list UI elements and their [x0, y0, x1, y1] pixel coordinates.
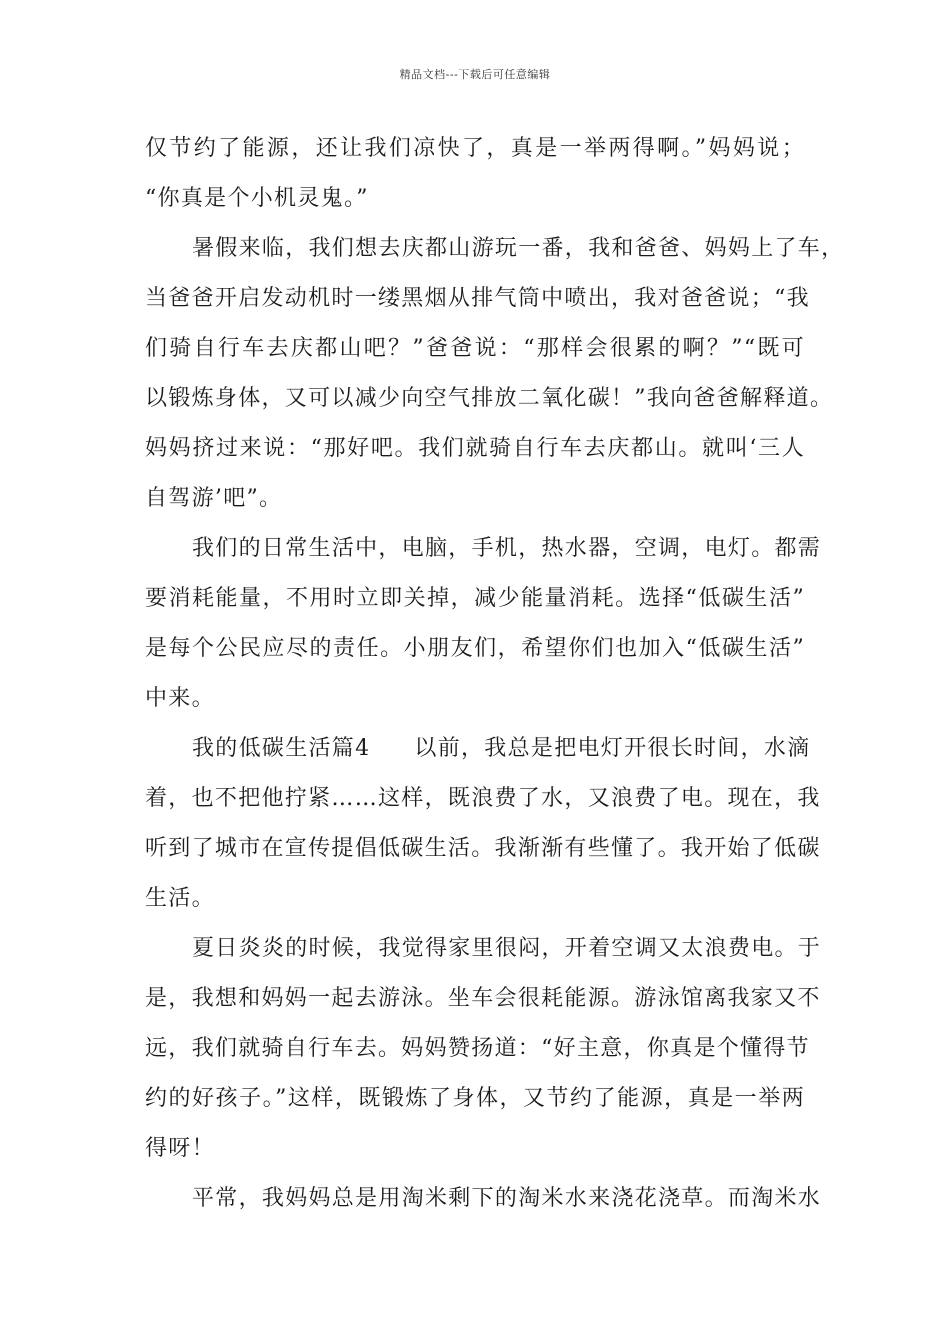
text-line: 得呀！: [145, 1136, 215, 1161]
text-line: 仅节约了能源，还让我们凉快了，真是一举两得啊。”妈妈说；: [145, 136, 805, 161]
section-lead-text: 以前，我总是把电灯开很长时间，水滴: [414, 736, 811, 761]
text-line: 听到了城市在宣传提倡低碳生活。我渐渐有些懂了。我开始了低碳: [145, 836, 821, 861]
text-line: “你真是个小机灵鬼。”: [145, 186, 369, 211]
text-line: 自驾游’吧”。: [145, 486, 283, 511]
text-line: 当爸爸开启发动机时一缕黑烟从排气筒中喷出，我对爸爸说；“我: [145, 286, 810, 311]
text-line: 我们的日常生活中，电脑，手机，热水器，空调，电灯。都需: [192, 536, 822, 561]
text-line: 约的好孩子。”这样，既锻炼了身体，又节约了能源，真是一举两: [145, 1086, 805, 1111]
text-line: 要消耗能量，不用时立即关掉，减少能量消耗。选择“低碳生活”: [145, 586, 805, 611]
section-heading: 我的低碳生活篇4: [192, 736, 371, 761]
text-line: 是，我想和妈妈一起去游泳。坐车会很耗能源。游泳馆离我家又不: [145, 986, 821, 1011]
text-line: 生活。: [145, 886, 215, 911]
text-line: 们骑自行车去庆都山吧？”爸爸说：“那样会很累的啊？”“既可: [145, 336, 805, 361]
text-line: 夏日炎炎的时候，我觉得家里很闷，开着空调又太浪费电。于: [192, 936, 822, 961]
text-line: 以锻炼身体，又可以减少向空气排放二氧化碳！”我向爸爸解释道。: [145, 386, 834, 411]
text-line: 妈妈挤过来说：“那好吧。我们就骑自行车去庆都山。就叫‘三人: [145, 436, 805, 461]
text-line: [192, 734, 811, 764]
text-line: 暑假来临，我们想去庆都山游玩一番，我和爸爸、妈妈上了车，: [192, 236, 845, 261]
text-line: 远，我们就骑自行车去。妈妈赞扬道：“好主意，你真是个懂得节: [145, 1036, 810, 1061]
text-line: 着，也不把他拧紧……这样，既浪费了水，又浪费了电。现在，我: [145, 786, 821, 811]
text-line: 是每个公民应尽的责任。小朋友们，希望你们也加入“低碳生活”: [145, 636, 805, 661]
page-header: 精品文档---下载后可任意编辑: [399, 68, 551, 81]
text-line: 中来。: [145, 686, 215, 711]
text-line: 平常，我妈妈总是用淘米剩下的淘米水来浇花浇草。而淘米水: [192, 1186, 822, 1211]
